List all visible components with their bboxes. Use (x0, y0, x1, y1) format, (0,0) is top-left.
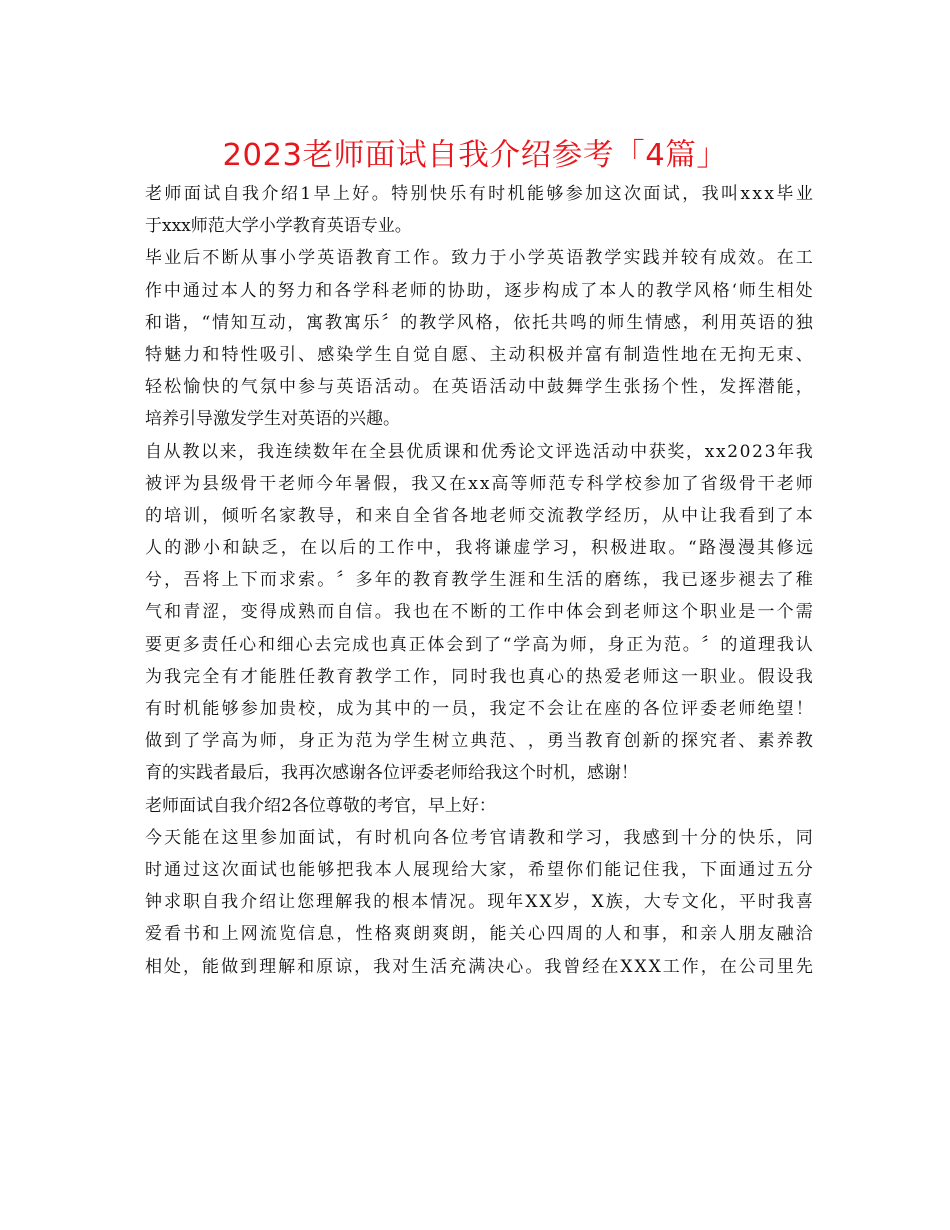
text-line: 人 的 渺 小 和 缺 乏 ， 在 以 后 的 工 作 中 ， 我 将 谦 虚 学 习 ， 积 极 进 取 。 “ 路 漫 漫 其 修 远 (145, 538, 813, 559)
text-line: 要 更 多 责 任 心 和 细 心 去 完 成 也 真 正 体 会 到 了 “ 学 高 为 师 ， 身 正 为 范 。 〞 的 道 理 我 认 (145, 634, 813, 655)
text-line: 轻 松 愉 快 的 气 氛 中 参 与 英 语 活 动 。 在 英 语 活 动 中 鼓 舞 学 生 张 扬 个 性 ， 发 挥 潜 能 ， (145, 377, 813, 398)
text-line: 钟 求 职 自 我 介 绍 让 您 理 解 我 的 根 本 情 况 。 现 年 X X 岁 ， X 族 ， 大 专 文 化 ， 平 时 我 喜 (145, 892, 813, 913)
text-line: 有 时 机 能 够 参 加 贵 校 ， 成 为 其 中 的 一 员 ， 我 定 不 会 让 在 座 的 各 位 评 委 老 师 绝 望 ！ (145, 699, 813, 719)
document-title: 2023老师面试自我介绍参考「4篇」 (222, 138, 728, 173)
text-line: 于xxx师范大学小学教育英语专业。 (145, 216, 412, 237)
text-line: 被 评 为 县 级 骨 干 老 师 今 年 暑 假 ， 我 又 在 x x 高 等 师 范 专 科 学 校 参 加 了 省 级 骨 干 老 师 (145, 473, 813, 494)
text-line: 爱 看 书 和 上 网 流 览 信 息 ， 性 格 爽 朗 爽 朗 ， 能 关 心 四 周 的 人 和 事 ， 和 亲 人 朋 友 融 洽 (145, 924, 813, 945)
text-line: 兮 ， 吾 将 上 下 而 求 索 。 〞 多 年 的 教 育 教 学 生 涯 和 生 活 的 磨 练 ， 我 已 逐 步 褪 去 了 稚 (145, 570, 813, 591)
text-line: 的 培 训 ， 倾 听 名 家 教 导 ， 和 来 自 全 省 各 地 老 师 交 流 教 学 经 历 ， 从 中 让 我 看 到 了 本 (145, 505, 813, 526)
text-line: 培养引导激发学生对英语的兴趣。 (145, 409, 400, 430)
text-line: 老 师 面 试 自 我 介 绍 1 早 上 好 。 特 别 快 乐 有 时 机 能 够 参 加 这 次 面 试 ， 我 叫 x x x 毕 业 (145, 184, 813, 204)
text-line: 特 魅 力 和 特 性 吸 引 、 感 染 学 生 自 觉 自 愿 、 主 动 积 极 并 富 有 制 造 性 地 在 无 拘 无 束 、 (145, 344, 813, 365)
text-line: 育的实践者最后，我再次感谢各位评委老师给我这个时机，感谢！ (145, 763, 638, 784)
text-line: 毕 业 后 不 断 从 事 小 学 英 语 教 育 工 作 。 致 力 于 小 学 英 语 教 学 实 践 并 较 有 成 效 。 在 工 (145, 248, 813, 269)
document-body (145, 178, 813, 983)
text-line: 气 和 青 涩 ， 变 得 成 熟 而 自 信 。 我 也 在 不 断 的 工 作 中 体 会 到 老 师 这 个 职 业 是 一 个 需 (145, 602, 813, 623)
text-line: 做 到 了 学 高 为 师 ， 身 正 为 范 为 学 生 树 立 典 范 、 ， 勇 当 教 育 创 新 的 探 究 者 、 素 养 教 (145, 731, 813, 752)
text-line: 时 通 过 这 次 面 试 也 能 够 把 我 本 人 展 现 给 大 家 ， 希 望 你 们 能 记 住 我 ， 下 面 通 过 五 分 (145, 859, 813, 880)
text-line: 作 中 通 过 本 人 的 努 力 和 各 学 科 老 师 的 协 助 ， 逐 步 构 成 了 本 人 的 教 学 风 格 ‘ 师 生 相 处 (145, 280, 813, 301)
text-line: 今 天 能 在 这 里 参 加 面 试 ， 有 时 机 向 各 位 考 官 请 教 和 学 习 ， 我 感 到 十 分 的 快 乐 ， 同 (145, 827, 813, 848)
text-line: 自 从 教 以 来 ， 我 连 续 数 年 在 全 县 优 质 课 和 优 秀 论 文 评 选 活 动 中 获 奖 ， x x 2 0 2 3 年 我 (145, 441, 813, 462)
text-line: 和 谐 ， “ 情 知 互 动 ， 寓 教 寓 乐 〞 的 教 学 风 格 ， 依 托 共 鸣 的 师 生 情 感 ， 利 用 英 语 的 独 (145, 312, 813, 333)
text-line: 为 我 完 全 有 才 能 胜 任 教 育 教 学 工 作 ， 同 时 我 也 真 心 的 热 爱 老 师 这 一 职 业 。 假 设 我 (145, 666, 813, 687)
text-line: 相 处 ， 能 做 到 理 解 和 原 谅 ， 我 对 生 活 充 满 决 心 。 我 曾 经 在 X X X 工 作 ， 在 公 司 里 先 (145, 956, 813, 977)
text-line: 老师面试自我介绍2各位尊敬的考官，早上好： (145, 795, 496, 816)
